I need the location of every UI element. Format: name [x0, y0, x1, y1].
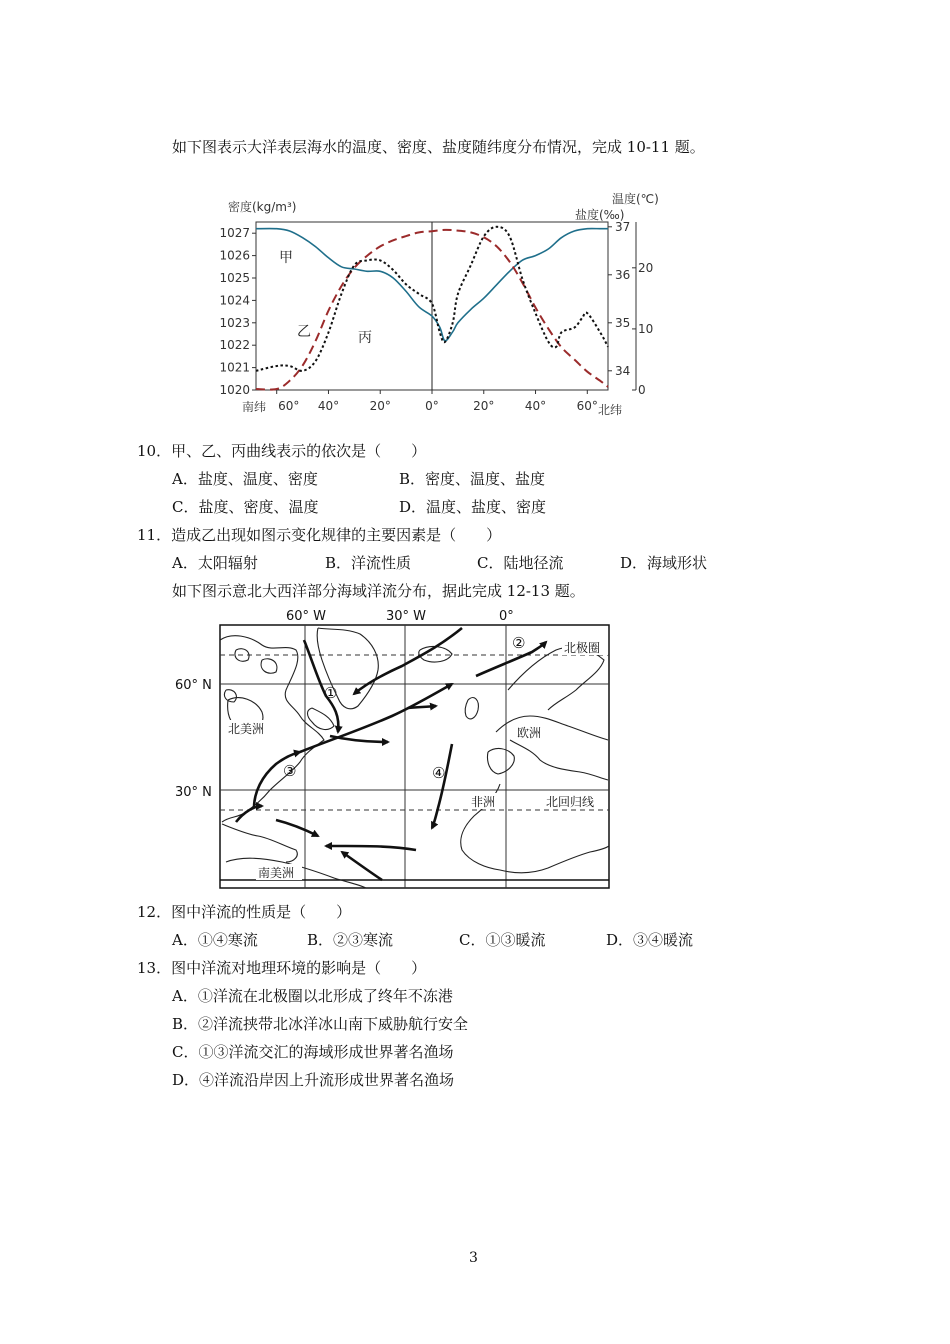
density-tick-label: 1025 — [219, 271, 250, 285]
intro-text-12-13: 如下图示意北大西洋部分海域洋流分布，据此完成 12-13 题。 — [172, 582, 585, 600]
current-number-2: ② — [512, 634, 526, 652]
temperature-tick-label: 10 — [638, 321, 654, 336]
north-atlantic-current-map — [170, 603, 620, 893]
density-tick-label: 1024 — [219, 293, 250, 308]
density-axis-label: 密度(kg/m³) — [228, 200, 297, 214]
lat-label-30n: 30° N — [175, 785, 212, 800]
q11-option-c[interactable]: C．陆地径流 — [477, 554, 564, 572]
label-arctic-circle: 北极圈 — [564, 641, 601, 655]
q10-option-c[interactable]: C．盐度、密度、温度 — [172, 498, 319, 516]
q11-option-b[interactable]: B．洋流性质 — [325, 554, 412, 572]
label-europe: 欧洲 — [517, 726, 542, 740]
page-number: 3 — [469, 1250, 478, 1266]
q12-option-d[interactable]: D．③④暖流 — [606, 931, 694, 949]
x-tick-label: 20° — [473, 399, 495, 413]
ocean-surface-chart — [205, 185, 675, 420]
density-tick-label: 1020 — [219, 383, 250, 397]
q13-option-a[interactable]: A．①洋流在北极圈以北形成了终年不冻港 — [172, 987, 453, 1005]
density-tick-label: 1023 — [219, 315, 250, 330]
x-tick-label: 20° — [369, 399, 391, 413]
q11-option-a[interactable]: A．太阳辐射 — [172, 554, 258, 572]
lon-label-30w: 30° W — [386, 609, 427, 624]
x-tick-label: 0° — [425, 399, 439, 413]
current-number-4: ④ — [432, 764, 446, 782]
density-tick-label: 1021 — [219, 360, 250, 375]
q12-stem: 12．图中洋流的性质是（ ） — [137, 903, 352, 921]
q10-option-a[interactable]: A．盐度、温度、密度 — [172, 470, 318, 488]
q12-option-c[interactable]: C．①③暖流 — [459, 931, 546, 949]
q12-option-a[interactable]: A．①④寒流 — [172, 931, 258, 949]
q13-option-d[interactable]: D．④洋流沿岸因上升流形成世界著名渔场 — [172, 1071, 455, 1089]
label-south-america: 南美洲 — [258, 866, 295, 880]
temperature-axis-label: 温度(℃) — [612, 192, 659, 206]
label-north-america: 北美洲 — [228, 722, 265, 736]
temperature-tick-label: 0 — [638, 383, 646, 397]
salinity-tick-label: 36 — [615, 267, 631, 282]
curve-label-yi: 乙 — [297, 324, 311, 340]
x-tick-label: 40° — [524, 399, 547, 413]
salinity-tick-label: 35 — [615, 315, 631, 330]
label-africa: 非洲 — [471, 795, 496, 809]
label-tropic-cancer: 北回归线 — [546, 795, 595, 809]
intro-text-10-11: 如下图表示大洋表层海水的温度、密度、盐度随纬度分布情况，完成 10-11 题。 — [172, 138, 705, 156]
q13-stem: 13．图中洋流对地理环境的影响是（ ） — [137, 959, 427, 977]
q10-option-d[interactable]: D．温度、盐度、密度 — [399, 498, 547, 516]
q10-option-b[interactable]: B．密度、温度、盐度 — [399, 470, 546, 488]
salinity-axis-label: 盐度(‰) — [575, 208, 625, 222]
density-tick-label: 1026 — [219, 248, 250, 263]
q13-option-c[interactable]: C．①③洋流交汇的海域形成世界著名渔场 — [172, 1043, 454, 1061]
q12-option-b[interactable]: B．②③寒流 — [307, 931, 394, 949]
q10-stem: 10．甲、乙、丙曲线表示的依次是（ ） — [137, 442, 427, 460]
density-tick-label: 1022 — [219, 338, 250, 353]
salinity-tick-label: 37 — [615, 219, 631, 234]
density-tick-label: 1027 — [219, 226, 250, 241]
curve-label-bing: 丙 — [358, 330, 372, 346]
q11-stem: 11．造成乙出现如图示变化规律的主要因素是（ ） — [137, 526, 502, 544]
curve-label-jia: 甲 — [279, 250, 293, 266]
temperature-tick-label: 20 — [638, 260, 654, 275]
x-label-north: 北纬 — [598, 403, 623, 417]
x-label-south: 南纬 — [242, 400, 267, 414]
q11-option-d[interactable]: D．海域形状 — [620, 554, 708, 572]
x-tick-label: 60° — [278, 399, 300, 413]
x-tick-label: 40° — [317, 399, 340, 413]
q13-option-b[interactable]: B．②洋流挟带北冰洋冰山南下威胁航行安全 — [172, 1015, 469, 1033]
current-number-3: ③ — [283, 762, 297, 780]
current-number-1: ① — [324, 684, 338, 702]
lon-label-60w: 60° W — [286, 609, 327, 624]
lon-label-0: 0° — [499, 609, 514, 624]
lat-label-60n: 60° N — [175, 678, 212, 693]
salinity-tick-label: 34 — [615, 363, 631, 378]
x-tick-label: 60° — [576, 399, 598, 413]
